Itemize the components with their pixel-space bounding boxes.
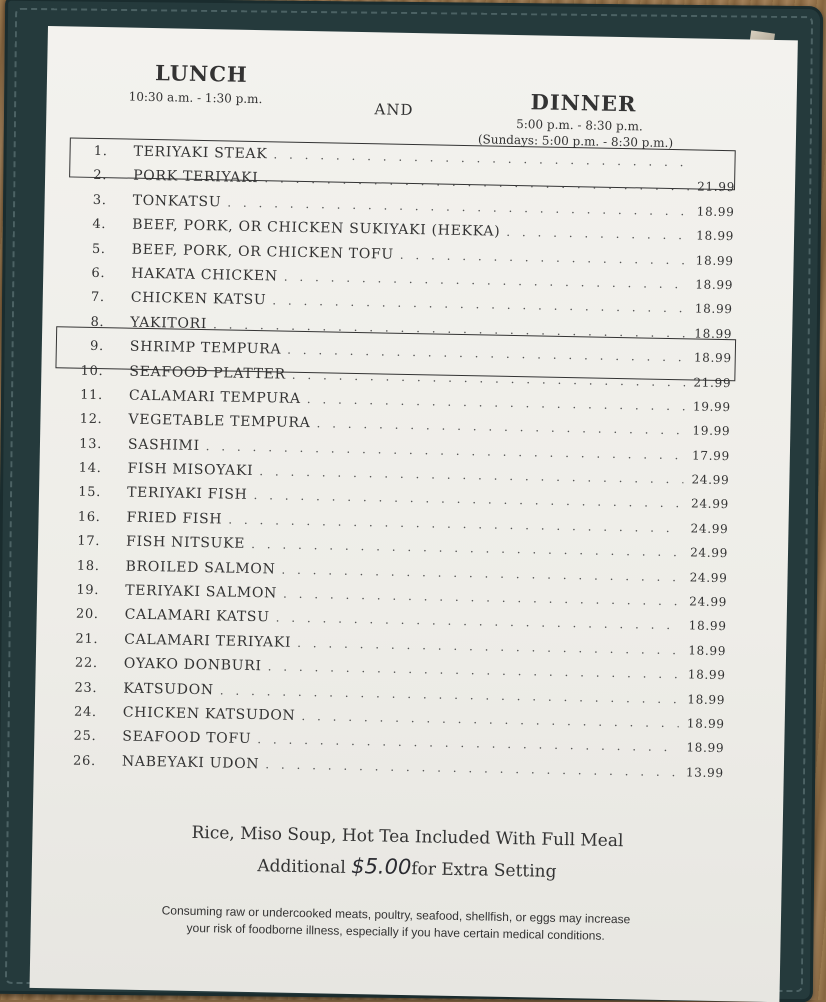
menu-item-number: 17. [77,533,101,550]
menu-item-number: 24. [73,704,97,721]
extra-setting-note [32,848,782,886]
included-note: Rice, Miso Soup, Hot Tea Included With Full Meal [191,822,624,852]
leader-dots [506,225,688,242]
menu-item-name: FISH NITSUKE [125,533,246,553]
menu-item-name: BROILED SALMON [125,558,276,578]
menu-item-name: SHRIMP TEMPURA [129,338,282,358]
menu-item-price: 18.99 [686,716,725,732]
menu-item-price [695,166,735,167]
menu-item-name: OYAKO DONBURI [123,655,262,675]
dinner-hours: 5:00 p.m. - 8:30 p.m. [516,117,643,134]
leader-dots [400,247,688,267]
menu-item-name: HAKATA CHICKEN [131,265,278,285]
menu-item-name: FISH MISOYAKI [127,460,254,480]
menu-item-name: BEEF, PORK, OR CHICKEN SUKIYAKI (HEKKA) [132,216,501,240]
menu-item-name: VEGETABLE TEMPURA [128,411,311,432]
menu-item-number: 22. [74,655,98,672]
lunch-hours: 10:30 a.m. - 1:30 p.m. [128,89,263,107]
menu-item-name: SEAFOOD TOFU [122,728,252,748]
menu-item-list [64,143,736,790]
menu-item-number: 11. [79,387,104,404]
menu-item-price: 18.99 [688,643,727,658]
menu-item-number: 2. [93,168,108,184]
menu-item-price: 17.99 [691,448,731,463]
menu-item-name: NABEYAKI UDON [121,753,260,772]
menu-item-price: 18.99 [693,350,732,366]
menu-item-price: 24.99 [689,594,728,610]
menu-item-price: 18.99 [694,326,733,341]
menu-item-number: 16. [77,509,101,525]
menu-item-name: SASHIMI [127,436,200,454]
menu-item-price: 18.99 [695,277,734,293]
extra-setting-prefix: Additional [257,856,352,878]
sunday-hours: (Sundays: 5:00 p.m. - 8:30 p.m.) [477,132,674,151]
menu-item-number: 21. [75,631,99,647]
menu-item-name: TONKATSU [132,192,222,211]
menu-item-name: CHICKEN KATSUDON [122,704,296,724]
menu-item-name: SEAFOOD PLATTER [129,363,287,383]
menu-item-number: 25. [73,728,97,745]
menu-item-price: 18.99 [695,253,734,268]
health-warning-line-2: your risk of foodborne illness, especially if you have certain medical conditions. [186,920,605,943]
menu-item-name: TERIYAKI FISH [126,485,248,504]
menu-item-price: 19.99 [692,423,731,439]
menu-item-price: 18.99 [686,740,725,756]
menu-page [30,26,798,1002]
menu-item-price: 21.99 [693,374,732,390]
and-label: AND [374,100,414,120]
menu-item-name: CALAMARI TEMPURA [128,387,301,407]
menu-item-price: 18.99 [688,618,727,634]
menu-item-number: 5. [91,241,106,257]
menu-item-name: YAKITORI [130,314,208,332]
menu-item-price: 24.99 [690,496,730,512]
menu-item-number: 13. [79,436,103,452]
menu-item-number: 19. [76,582,100,599]
menu-item-number: 18. [76,558,100,574]
menu-item-number: 3. [92,192,107,208]
menu-item-price: 24.99 [690,545,729,561]
menu-item-number: 10. [80,363,104,379]
menu-item-name: CHICKEN KATSU [130,289,267,309]
extra-setting-suffix: for Extra Setting [411,859,557,882]
menu-item-number: 26. [72,753,97,769]
menu-item-name: TERIYAKI SALMON [125,582,278,602]
menu-item-number: 23. [74,680,98,696]
menu-item-name: PORK TERIYAKI [132,168,259,187]
leader-dots [273,147,689,169]
menu-item-name: FRIED FISH [126,509,223,528]
menu-item-name: BEEF, PORK, OR CHICKEN TOFU [131,241,395,263]
menu-item-number: 7. [90,290,105,306]
menu-item-name: TERIYAKI STEAK [133,143,268,163]
menu-item-number: 12. [79,411,103,428]
menu-item-price: 13.99 [685,765,724,780]
health-warning [101,901,692,946]
menu-item-price: 24.99 [689,570,728,585]
menu-item-price: 18.99 [696,204,735,219]
menu-item-price: 18.99 [687,691,726,707]
menu-item-number: 1. [93,143,108,160]
menu-item-price: 19.99 [692,399,731,415]
menu-item-price: 18.99 [696,228,735,244]
menu-item-price: 18.99 [694,301,733,317]
menu-item-price: 24.99 [691,472,730,488]
menu-item-name: KATSUDON [123,680,214,698]
lunch-title: LUNCH [154,60,249,87]
menu-item-name: CALAMARI TERIYAKI [124,631,292,651]
menu-item-price: 24.99 [690,521,729,537]
menu-item-number: 9. [89,338,104,355]
menu-item-number: 4. [92,217,107,233]
menu-item-number: 15. [78,485,102,501]
extra-setting-price: $5.00 [350,853,412,880]
menu-item-number: 20. [75,607,99,623]
menu-item-name: CALAMARI KATSU [124,607,270,626]
menu-item-number: 6. [91,265,106,282]
menu-item-number: 8. [90,314,105,330]
health-warning-line-1: Consuming raw or undercooked meats, poultry, seafood, shellfish, or eggs may increase [161,903,631,927]
menu-item-price: 18.99 [687,667,726,683]
dinner-title: DINNER [530,89,637,117]
menu-item-price: 21.99 [697,179,736,195]
menu-item-number: 14. [78,460,102,477]
